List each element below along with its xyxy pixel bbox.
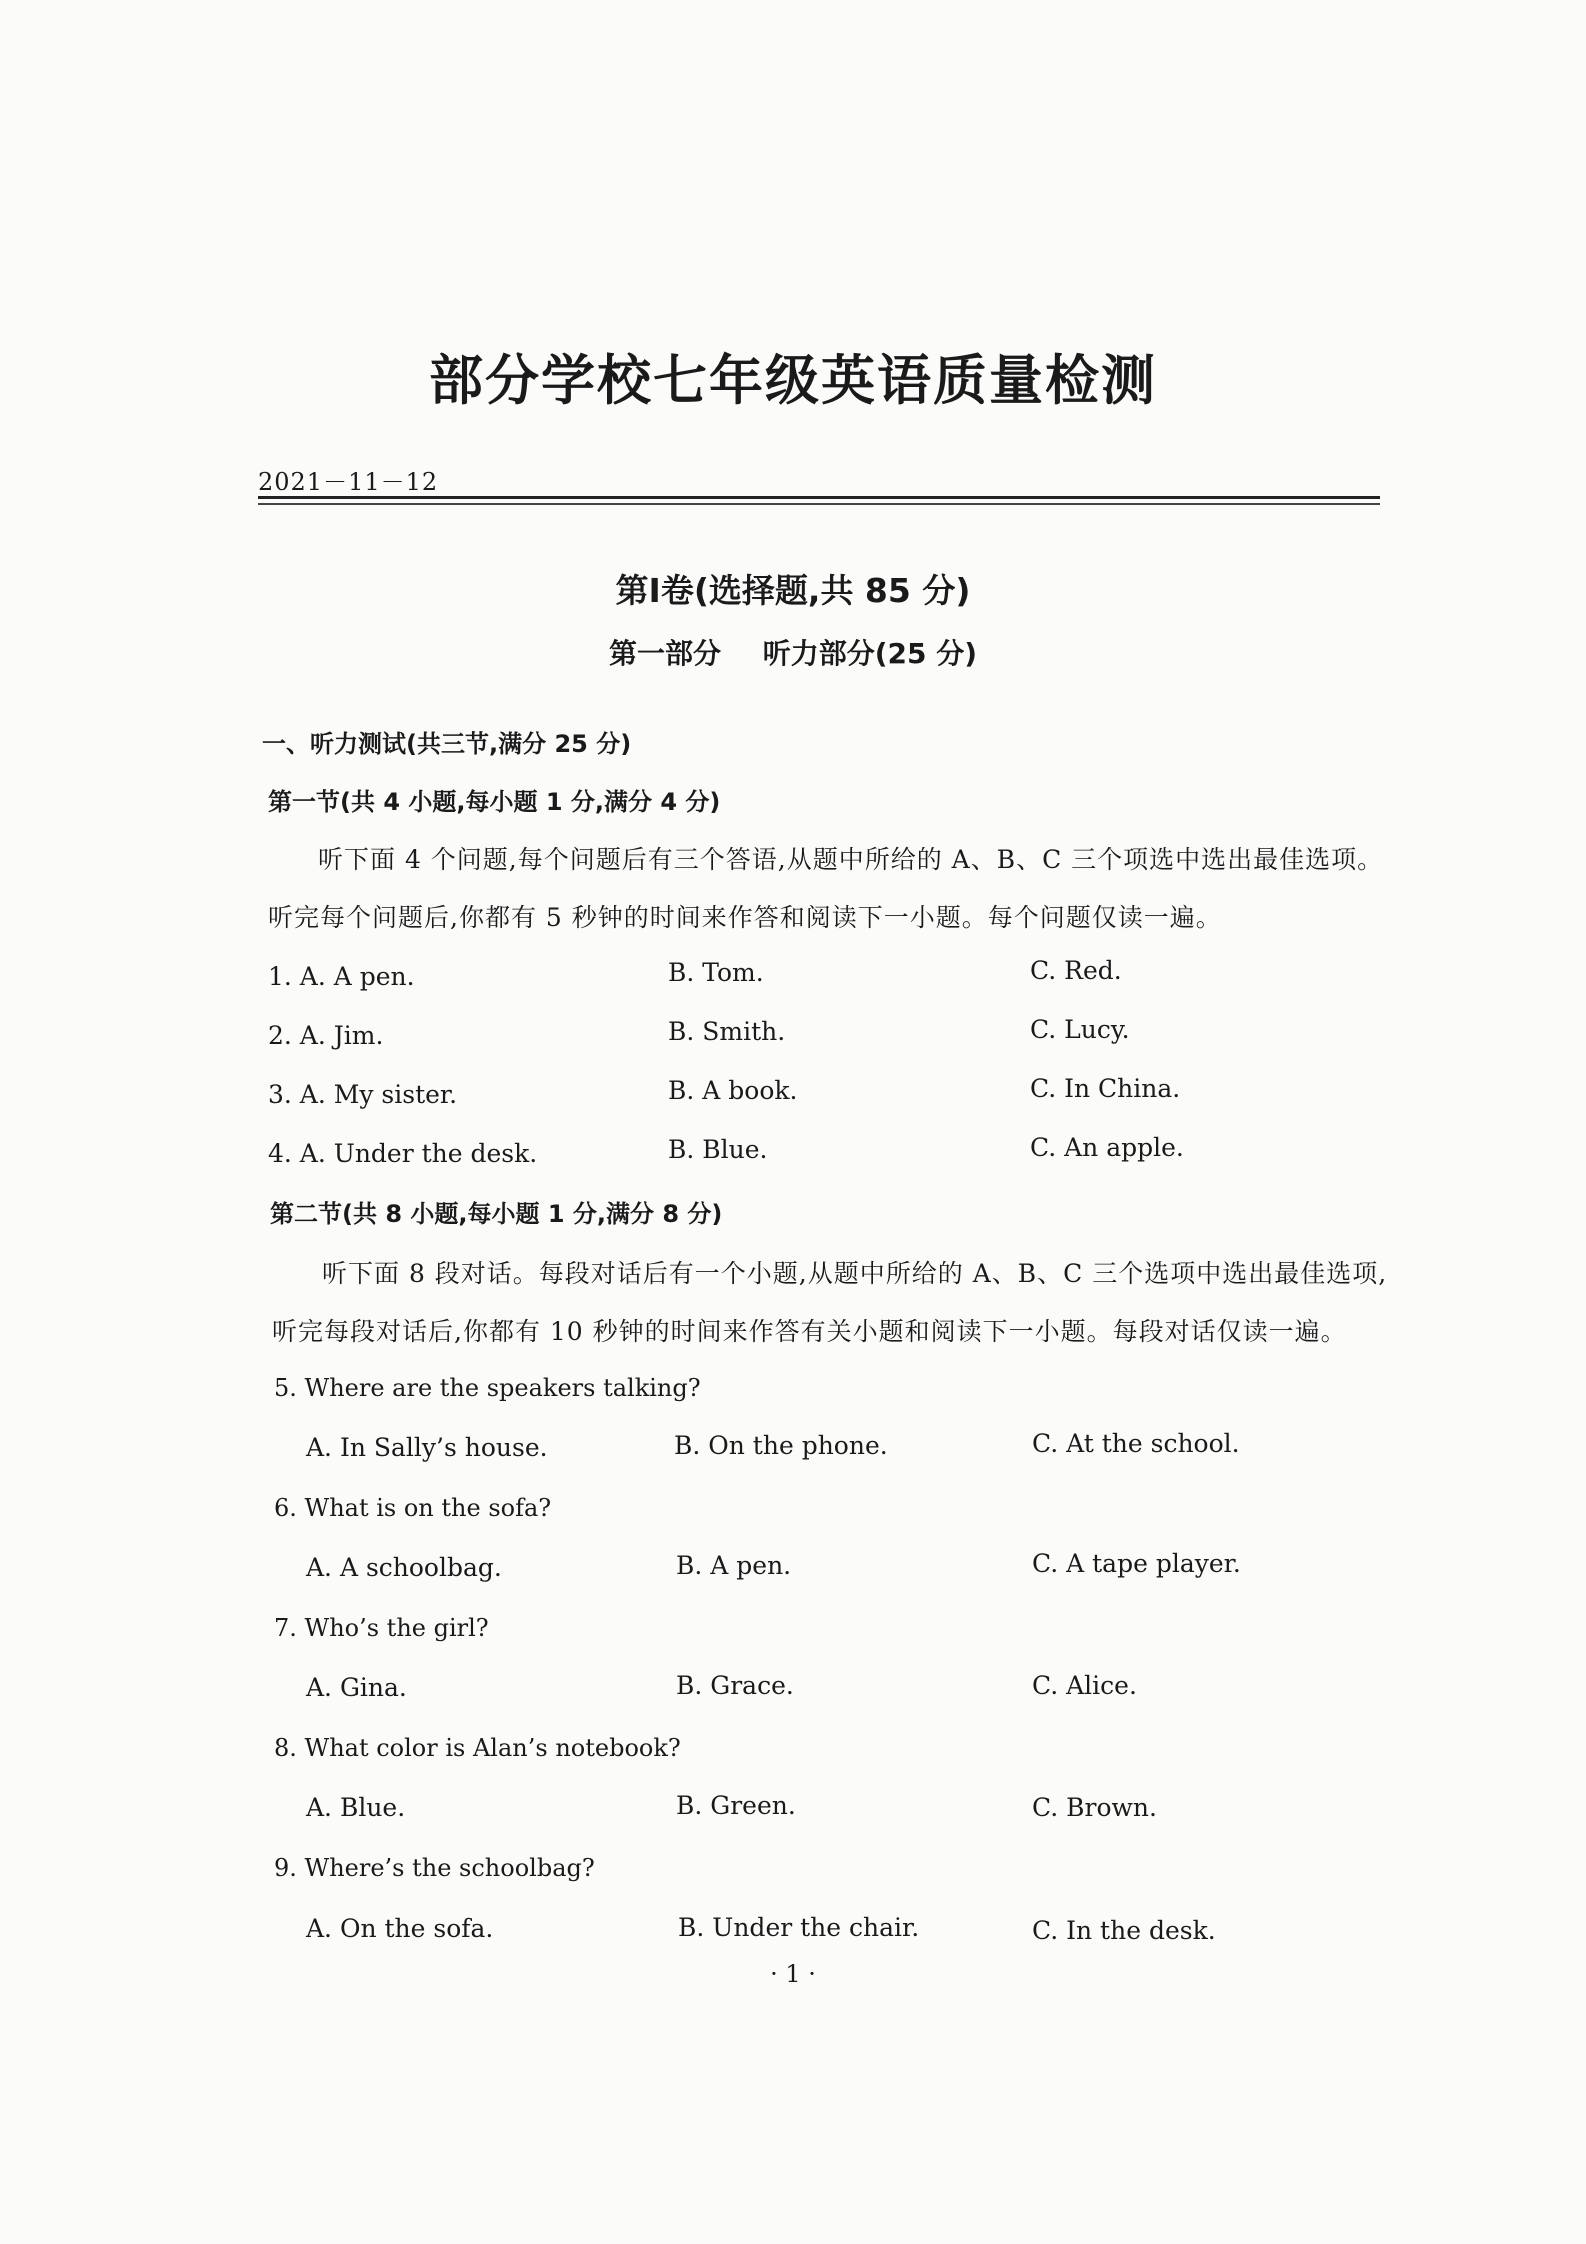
exam-title: 部分学校七年级英语质量检测 (429, 349, 1157, 412)
header-rule-thick (258, 496, 1380, 499)
q6-option-c: C. A tape player. (1032, 1549, 1241, 1578)
q5-option-a: A. In Sally’s house. (306, 1433, 548, 1462)
q1-option-a: 1. A. A pen. (268, 962, 415, 991)
q5-option-b: B. On the phone. (674, 1431, 888, 1460)
q7-option-b: B. Grace. (676, 1671, 794, 1700)
q8-option-a: A. Blue. (306, 1793, 406, 1822)
q7-option-a: A. Gina. (306, 1673, 407, 1702)
section-heading: 一、听力测试(共三节,满分 25 分) (262, 730, 632, 758)
q2-option-c: C. Lucy. (1030, 1015, 1130, 1044)
subsection-1-heading: 第一节(共 4 小题,每小题 1 分,满分 4 分) (268, 788, 721, 816)
q9-option-b: B. Under the chair. (678, 1913, 920, 1942)
q4-option-c: C. An apple. (1030, 1133, 1184, 1162)
q2-option-b: B. Smith. (668, 1017, 786, 1046)
q5-stem: 5. Where are the speakers talking? (274, 1374, 701, 1402)
page-number: · 1 · (770, 1960, 816, 1988)
subsection-2-heading: 第二节(共 8 小题,每小题 1 分,满分 8 分) (270, 1200, 723, 1228)
q8-option-c: C. Brown. (1032, 1793, 1157, 1822)
subsection-2-instruction-line2: 听完每段对话后,你都有 10 秒钟的时间来作答有关小题和阅读下一小题。每段对话仅读一遍。 (272, 1317, 1347, 1346)
exam-date: 2021－11－12 (258, 468, 439, 496)
q9-option-c: C. In the desk. (1032, 1916, 1216, 1945)
part-label: 第一部分 (608, 637, 721, 670)
part-name: 听力部分(25 分) (762, 637, 978, 670)
volume-heading: 第Ⅰ卷(选择题,共 85 分) (615, 571, 971, 610)
q6-option-b: B. A pen. (676, 1551, 792, 1580)
q7-stem: 7. Who’s the girl? (274, 1614, 489, 1642)
q8-option-b: B. Green. (676, 1791, 796, 1820)
subsection-1-instruction-line1: 听下面 4 个问题,每个问题后有三个答语,从题中所给的 A、B、C 三个项选中选出最佳选项。 (318, 845, 1384, 874)
q6-option-a: A. A schoolbag. (306, 1553, 502, 1582)
q3-option-a: 3. A. My sister. (268, 1080, 458, 1109)
part-heading (0, 632, 1586, 672)
header-rule-thin (258, 503, 1380, 505)
q7-option-c: C. Alice. (1032, 1671, 1137, 1700)
q1-option-c: C. Red. (1030, 956, 1122, 985)
q4-option-b: B. Blue. (668, 1135, 768, 1164)
subsection-1-instruction-line2: 听完每个问题后,你都有 5 秒钟的时间来作答和阅读下一小题。每个问题仅读一遍。 (268, 903, 1222, 932)
q4-option-a: 4. A. Under the desk. (268, 1139, 538, 1168)
q9-stem: 9. Where’s the schoolbag? (274, 1854, 595, 1882)
subsection-2-instruction-line1: 听下面 8 段对话。每段对话后有一个小题,从题中所给的 A、B、C 三个选项中选出最佳选项, (322, 1259, 1388, 1288)
q6-stem: 6. What is on the sofa? (274, 1494, 552, 1522)
q1-option-b: B. Tom. (668, 958, 764, 987)
q8-stem: 8. What color is Alan’s notebook? (274, 1734, 681, 1762)
q2-option-a: 2. A. Jim. (268, 1021, 384, 1050)
q3-option-b: B. A book. (668, 1076, 798, 1105)
q5-option-c: C. At the school. (1032, 1429, 1240, 1458)
q3-option-c: C. In China. (1030, 1074, 1181, 1103)
q9-option-a: A. On the sofa. (306, 1914, 494, 1943)
